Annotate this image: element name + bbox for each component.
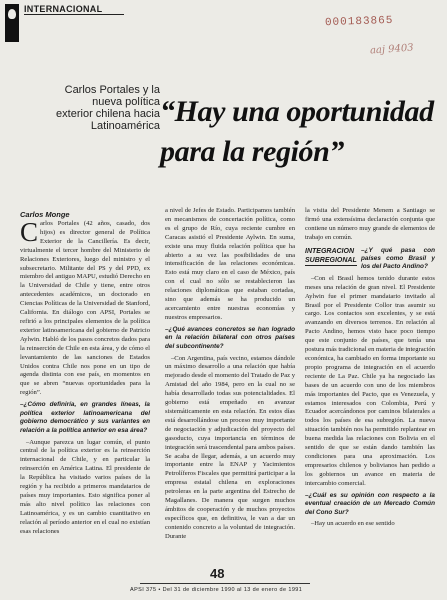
issue-info: APSI 375 • Del 31 de diciembre 1990 al 13 de enero de 1991 — [130, 587, 303, 593]
text-column-2 — [165, 207, 295, 542]
section-marker-icon — [5, 4, 19, 42]
text-column-3 — [305, 207, 435, 529]
subhead-block — [305, 247, 435, 272]
paragraph: –Con Argentina, país vecino, estamos dándole un máximo desarrollo a una relación que había mejorado desde el momento del Tratado de Paz y Amistad del año 1984, pero en la cual no se había desarrollado todas sus potencialidades. El gobierno está empeñado en avanzar sistemáticamente en esta relación. En estos días está desarrollándose un proceso muy importante de negociación y adjudicación del proyecto del gasoducto, cuya importancia en términos de integración será trascendental para ambos países. Se acaba de llegar, además, a un acuerdo muy importante entre la ENAP y Yacimientos Petrolíferos Fiscales que permitirá participar a la empresa estatal chilena en exploraciones petroleras en la parte argentina del Estrecho de Magallanes. De manera que surgen muchos ámbitos de cooperación y de muchos proyectos específicos que, en definitiva, le van a dar un contenido concreto a la voluntad de integración. Durante — [165, 354, 296, 540]
archive-stamp: 000183865 — [324, 14, 394, 30]
article-headline: “Hay una oportunidad para la región” — [160, 95, 434, 168]
interview-question: –¿Qué avances concretos se han logrado en la relación bilateral con otros países del subcontinente? — [165, 325, 295, 350]
page-number: 48 — [210, 566, 225, 581]
subhead-label: INTEGRACION SUBREGIONAL — [305, 247, 357, 264]
article-kicker: Carlos Portales y la nueva política exterior chilena hacia Latinoamérica — [56, 84, 160, 132]
header-rule — [24, 14, 124, 15]
byline: Carlos Monge — [20, 210, 70, 219]
handwritten-note: aaj 9403 — [369, 42, 414, 57]
paragraph: la visita del Presidente Menem a Santiago se firmó una extensísima declaración conjunta que contiene un número muy grande de elementos de trabajo en común. — [305, 207, 435, 241]
drop-cap: C — [20, 217, 39, 247]
interview-question: –¿Cómo definiría, en grandes líneas, la política exterior latinoamericana del gobierno democrático y sus variantes en relación a la política anterior en esa área? — [20, 401, 150, 434]
paragraph: –Hay un acuerdo en ese sentido — [311, 520, 395, 528]
paragraph: –Con el Brasil hemos tenido durante estos meses una relación de gran nivel. El Presidente Aylwin fue el primer mandatario invitado al Brasil por el Presidente Collor tras asumir su cargo. Los contactos son excelentes, y se está avanzando en diversos terrenos. En relación al Pacto Andino, hemos visto hace poco tiempo que este conjunto de países, que tenía una postura más tradicional en materia de integración económica, ha cambiado en forma importante su propio programa de integración en el acuerdo reciente de La Paz. Chile ya ha negociado las bases de un acuerdo con uno de los miembros más importantes del Pacto, que es Venezuela, y estamos interesados con Colombia, Perú y Ecuador acercándonos por caminos bilaterales a todos los países de esa subregión. La nueva situación también nos ha permitido replantear en buena medida las relaciones con Bolivia en el sentido de que se están dando también las condiciones para una aproximación. Los empresarios chilenos y bolivianos han pedido a los gobiernos un avance en materia de intercambio comercial. — [305, 274, 435, 487]
interview-question: –¿Y qué pasa con países como Brasil y los del Pacto Andino? — [361, 246, 435, 271]
paragraph: a nivel de Jefes de Estado. Participamos también en mecanismos de concertación política, como es el grupo de Río, cuya reciente cumbre en Caracas asistió el Presidente Aylwin. En suma, existe una muy fluida relación política que ha abierto a su vez las posibilidades de una intensificación de las relaciones económicas. Esto está muy claro en el caso de México, país con el cual no sólo se restablecieron las relaciones diplomáticas que estaban cortadas, sino que además se ha producido un acercamiento entre nuestras economías y nuestros empresarios. — [165, 207, 295, 321]
footer-rule — [140, 583, 310, 584]
text-column-1 — [20, 217, 150, 536]
interview-question: –¿Cuál es su opinión con respecto a la eventual creación de un Mercado Común del Cono Sur? — [305, 491, 435, 516]
paragraph: –Aunque parezca un lugar común, el punto central de la política exterior es la reinserción internacional de Chile, y en particular la reinserción en América Latina. El presidente de la República ha visitado varios países de la región y ha recibido a primeros mandatarios de países muy importantes. Esto significa poner al más alto nivel político las relaciones con Latinoamérica, y es un cambio cuantitativo en relación al período anterior en el cual no existían esas relaciones — [20, 438, 150, 535]
section-label: INTERNACIONAL — [24, 4, 103, 14]
paragraph: arlos Portales (42 años, casado, dos hijos) es director general de Política Exterior de la Cancillería. Es decir, virtualmente el tercer hombre del Ministerio de Relaciones Exteriores, luego del ministro y el subsecretario. Militante del PS y del PPD, ex miembro del antiguo MAPU, estudió Derecho en la Universidad de Chile y tiene, entre otros antecedentes académicos, un doctorado en Ciencias Políticas de la Universidad de Stanford, California. En diálogo con APSI, Portales se refirió a los principales elementos de la política exterior latinoamericana del gobierno de Patricio Aylwin. Habló de los pasos concretos dados para la reinserción de Chile en esta área, y de cómo el levantamiento de las sanciones de Estados Unidos contra Chile nos pone en un tipo de agenda distinta con ese país, en momentos en que se abren “nuevas oportunidades para la región”. — [20, 220, 150, 397]
